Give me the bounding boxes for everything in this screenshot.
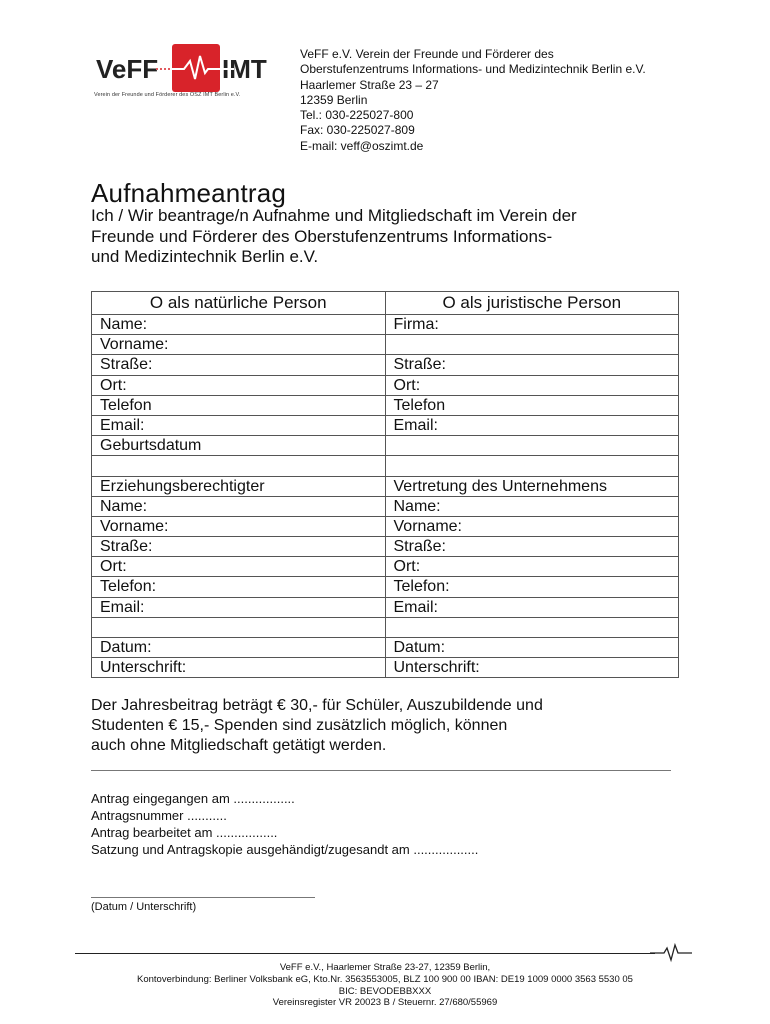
form-field-cell: [385, 335, 679, 355]
address-line: VeFF e.V. Verein der Freunde und Förderer des: [300, 47, 554, 61]
form-row: [92, 375, 679, 395]
footer-divider: [75, 953, 655, 954]
intro-line: Freunde und Förderer des Oberstufenzentrums Informations-: [91, 226, 553, 246]
form-field-cell: Telefon:: [385, 577, 679, 597]
form-row: [92, 577, 679, 597]
form-field-cell: Erziehungsberechtigter: [92, 476, 386, 496]
logo-right-text: IMT: [222, 54, 267, 84]
form-row: [92, 355, 679, 375]
form-field-cell: Telefon:: [92, 577, 386, 597]
form-row: [92, 557, 679, 577]
form-row: [92, 456, 679, 476]
form-row: [92, 496, 679, 516]
fee-line: auch ohne Mitgliedschaft getätigt werden.: [91, 737, 387, 754]
page-title: Aufnahmeantrag: [91, 178, 287, 208]
form-field-cell: [92, 456, 386, 476]
address-line: E-mail: veff@oszimt.de: [300, 138, 424, 153]
footer-line: BIC: BEVODEBBXXX: [338, 985, 432, 997]
form-field-cell: Name:: [92, 496, 386, 516]
divider-line: [91, 770, 671, 771]
footer-text: [0, 962, 770, 1009]
form-field-cell: Geburtsdatum: [92, 436, 386, 456]
form-field-cell: Telefon: [385, 395, 679, 415]
form-field-cell: Ort:: [385, 557, 679, 577]
form-field-cell: [385, 456, 679, 476]
association-address-block: [300, 47, 646, 154]
footer-line: VeFF e.V., Haarlemer Straße 23-27, 12359 Berlin,: [279, 962, 491, 973]
address-line: Fax: 030-225027-809: [300, 123, 415, 138]
form-field-cell: Vertretung des Unternehmens: [385, 476, 679, 496]
form-field-cell: Name:: [92, 315, 386, 335]
address-line: Tel.: 030-225027-800: [300, 108, 414, 123]
form-row: [92, 415, 679, 435]
address-line: Oberstufenzentrums Informations- und Medizintechnik Berlin e.V.: [300, 62, 646, 77]
form-field-cell: Name:: [385, 496, 679, 516]
logo-left-text: VeFF: [96, 54, 159, 84]
footer-line: Vereinsregister VR 20023 B / Steuernr. 27/680/55969: [272, 997, 498, 1009]
annual-fee-text: [91, 696, 691, 756]
form-field-cell: Straße:: [92, 355, 386, 375]
office-use-section: [91, 790, 478, 858]
address-line: Haarlemer Straße 23 – 27: [300, 77, 439, 92]
form-field-cell: Email:: [92, 415, 386, 435]
signature-line: [91, 897, 315, 898]
option-legal-person[interactable]: O als juristische Person: [385, 292, 679, 315]
form-field-cell: Straße:: [92, 537, 386, 557]
heartbeat-icon: [650, 942, 692, 964]
form-row: [92, 537, 679, 557]
form-row: [92, 395, 679, 415]
form-field-cell: Ort:: [92, 557, 386, 577]
form-field-cell: Datum:: [385, 638, 679, 658]
form-field-cell: Email:: [92, 597, 386, 617]
form-field-cell: Straße:: [385, 537, 679, 557]
office-note-line: Satzung und Antragskopie ausgehändigt/zugesandt am ..................: [91, 842, 479, 857]
intro-line: Ich / Wir beantrage/n Aufnahme und Mitgliedschaft im Verein der: [91, 206, 577, 225]
membership-request-text: [91, 206, 691, 268]
form-field-cell: Firma:: [385, 315, 679, 335]
form-field-cell: Email:: [385, 415, 679, 435]
form-field-cell: [385, 436, 679, 456]
form-row: [92, 516, 679, 536]
form-field-cell: Vorname:: [92, 335, 386, 355]
form-field-cell: [92, 617, 386, 637]
form-row: [92, 335, 679, 355]
form-field-cell: Ort:: [385, 375, 679, 395]
office-note-line: Antrag eingegangen am .................: [91, 791, 295, 806]
logo-subtitle: Verein der Freunde und Förderer des OSZ IMT Berlin e.V.: [94, 92, 241, 98]
signature-label: (Datum / Unterschrift): [91, 901, 197, 913]
form-field-cell: Vorname:: [92, 516, 386, 536]
membership-form-table: [91, 291, 679, 678]
form-row: [92, 436, 679, 456]
form-field-cell: Telefon: [92, 395, 386, 415]
intro-line: und Medizintechnik Berlin e.V.: [91, 247, 319, 267]
form-row: [92, 597, 679, 617]
address-line: 12359 Berlin: [300, 92, 368, 107]
form-field-cell: Ort:: [92, 375, 386, 395]
option-natural-person[interactable]: O als natürliche Person: [92, 292, 386, 315]
form-row: [92, 658, 679, 678]
form-row: [92, 638, 679, 658]
office-note-line: Antrag bearbeitet am .................: [91, 825, 278, 840]
fee-line: Der Jahresbeitrag beträgt € 30,- für Schüler, Auszubildende und: [91, 697, 543, 714]
form-row: [92, 617, 679, 637]
form-row: [92, 315, 679, 335]
form-field-cell: Vorname:: [385, 516, 679, 536]
form-field-cell: Email:: [385, 597, 679, 617]
footer-line: Kontoverbindung: Berliner Volksbank eG, Kto.Nr. 3563553005, BLZ 100 900 00 IBAN: DE19 1009 0000 3563 5530 05: [137, 973, 633, 985]
form-field-cell: [385, 617, 679, 637]
fee-line: Studenten € 15,- Spenden sind zusätzlich möglich, können: [91, 717, 508, 734]
form-row: [92, 476, 679, 496]
form-field-cell: Datum:: [92, 638, 386, 658]
office-note-line: Antragsnummer ...........: [91, 808, 227, 823]
form-header-row: [92, 292, 679, 315]
form-field-cell: Unterschrift:: [385, 658, 679, 678]
form-field-cell: Straße:: [385, 355, 679, 375]
form-field-cell: Unterschrift:: [92, 658, 386, 678]
